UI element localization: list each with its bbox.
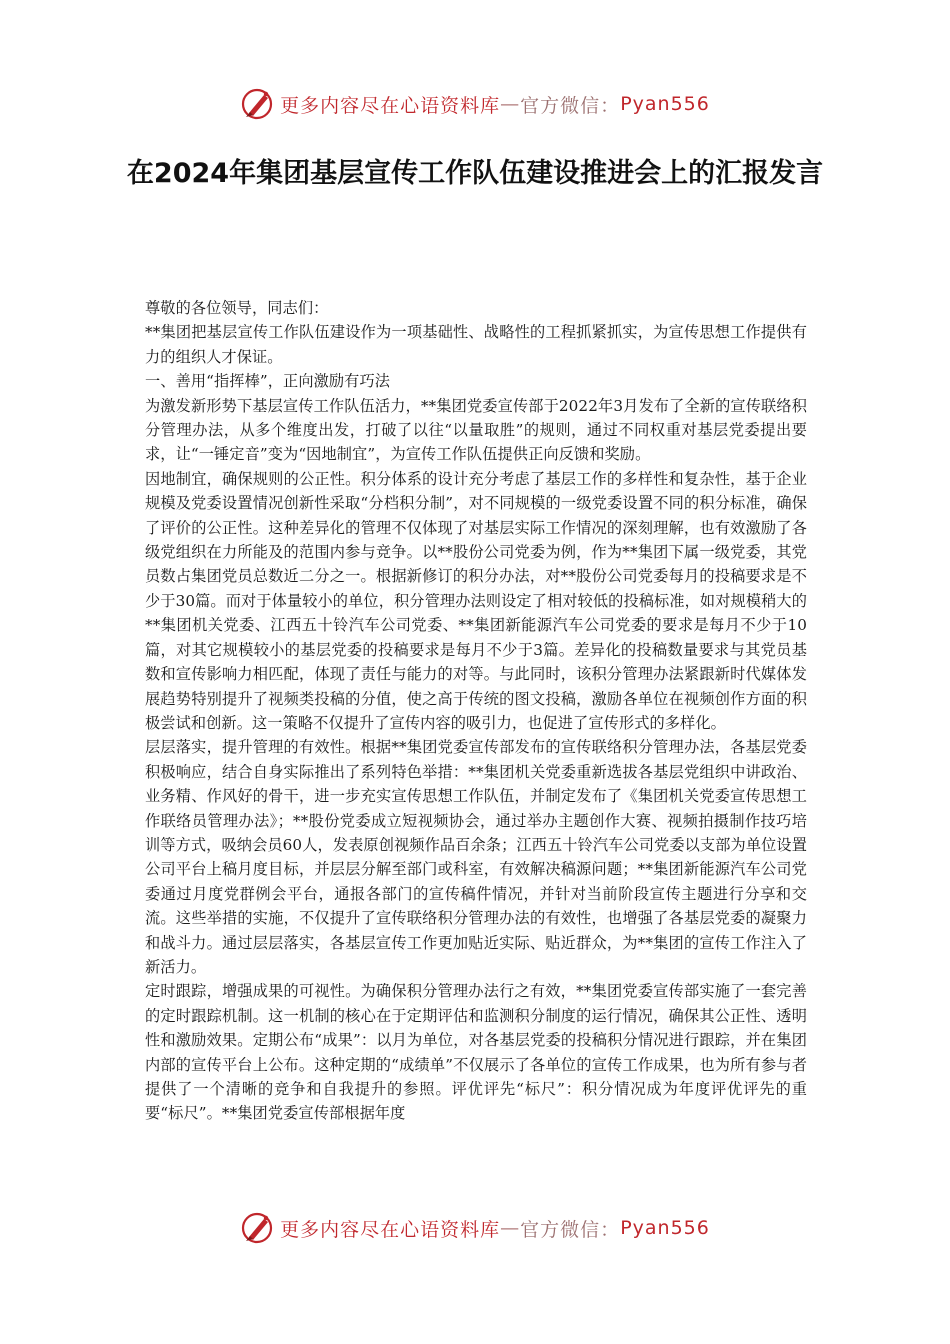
banner-wechat-id: Pyan556 <box>620 93 710 115</box>
document-body <box>145 296 807 1126</box>
body-paragraph: 层层落实，提升管理的有效性。根据**集团党委宣传部发布的宣传联络积分管理办法，各基层党委积极响应，结合自身实际推出了系列特色举措：**集团机关党委重新选拔各基层党组织中讲政治、业务精、作风好的骨干，进一步充实宣传思想工作队伍，并制定发布了《集团机关党委宣传思想工作联络员管理办法》；**股份党委成立短视频协会，通过举办主题创作大赛、视频拍摄制作技巧培训等方式，吸纳会员60人，发表原创视频作品百余条；江西五十铃汽车公司党委以支部为单位设置公司平台上稿月度目标，并层层分解至部门或科室，有效解决稿源问题；**集团新能源汽车公司党委通过月度党群例会平台，通报各部门的宣传稿件情况，并针对当前阶段宣传主题进行分享和交流。这些举措的实施，不仅提升了宣传联络积分管理办法的有效性，也增强了各基层党委的凝聚力和战斗力。通过层层落实，各基层宣传工作更加贴近实际、贴近群众，为**集团的宣传工作注入了新活力。 <box>145 738 807 976</box>
section-heading: 一、善用“指挥棒”，正向激励有巧法 <box>145 372 391 391</box>
banner-label: 官方微信： <box>520 1218 621 1241</box>
header-watermark-banner <box>0 84 950 124</box>
banner-label: 官方微信： <box>520 94 621 117</box>
document-title: 在2024年集团基层宣传工作队伍建设推进会上的汇报发言 <box>126 158 824 189</box>
body-paragraph: 定时跟踪，增强成果的可视性。为确保积分管理办法行之有效，**集团党委宣传部实施了一套完善的定时跟踪机制。这一机制的核心在于定期评估和监测积分制度的运行情况，确保其公正性、透明性和激励效果。定期公布“成果”：以月为单位，对各基层党委的投稿积分情况进行跟踪，并在集团内部的宣传平台上公布。这种定期的“成绩单”不仅展示了各单位的宣传工作成果，也为所有参与者提供了一个清晰的竞争和自我提升的参照。评优评先“标尺”：积分情况成为年度评优评先的重要“标尺”。**集团党委宣传部根据年度 <box>145 982 807 1123</box>
banner-wechat-id: Pyan556 <box>620 1217 710 1239</box>
banner-slogan: 更多内容尽在心语资料库 <box>280 1218 501 1241</box>
banner-dash: — <box>500 93 521 115</box>
salutation: 尊敬的各位领导，同志们： <box>145 299 329 317</box>
body-paragraph: 为激发新形势下基层宣传工作队伍活力，**集团党委宣传部于2022年3月发布了全新的宣传联络积分管理办法，从多个维度出发，打破了以往“以量取胜”的规则，通过不同权重对基层党委提出要求，让“一锤定音”变为“因地制宜”，为宣传工作队伍提供正向反馈和奖励。 <box>145 396 807 464</box>
body-paragraph: **集团把基层宣传工作队伍建设作为一项基础性、战略性的工程抓紧抓实，为宣传思想工作提供有力的组织人才保证。 <box>145 323 807 366</box>
ink-pen-logo-icon <box>240 86 276 122</box>
footer-watermark-banner <box>0 1208 950 1248</box>
banner-dash: — <box>500 1217 521 1239</box>
ink-pen-logo-icon <box>240 1210 276 1246</box>
banner-slogan: 更多内容尽在心语资料库 <box>280 94 501 117</box>
body-paragraph: 因地制宜，确保规则的公正性。积分体系的设计充分考虑了基层工作的多样性和复杂性，基于企业规模及党委设置情况创新性采取“分档积分制”，对不同规模的一级党委设置不同的积分标准，确保了评价的公正性。这种差异化的管理不仅体现了对基层实际工作情况的深刻理解，也有效激励了各级党组织在力所能及的范围内参与竞争。以**股份公司党委为例，作为**集团下属一级党委，其党员数占集团党员总数近二分之一。根据新修订的积分办法，对**股份公司党委每月的投稿要求是不少于30篇。而对于体量较小的单位，积分管理办法则设定了相对较低的投稿标准，如对规模稍大的**集团机关党委、江西五十铃汽车公司党委、**集团新能源汽车公司党委的要求是每月不少于10篇，对其它规模较小的基层党委的投稿要求是每月不少于3篇。差异化的投稿数量要求与其党员基数和宣传影响力相匹配，体现了责任与能力的对等。与此同时，该积分管理办法紧跟新时代媒体发展趋势特别提升了视频类投稿的分值，使之高于传统的图文投稿，激励各单位在视频创作方面的积极尝试和创新。这一策略不仅提升了宣传内容的吸引力，也促进了宣传形式的多样化。 <box>145 469 807 732</box>
